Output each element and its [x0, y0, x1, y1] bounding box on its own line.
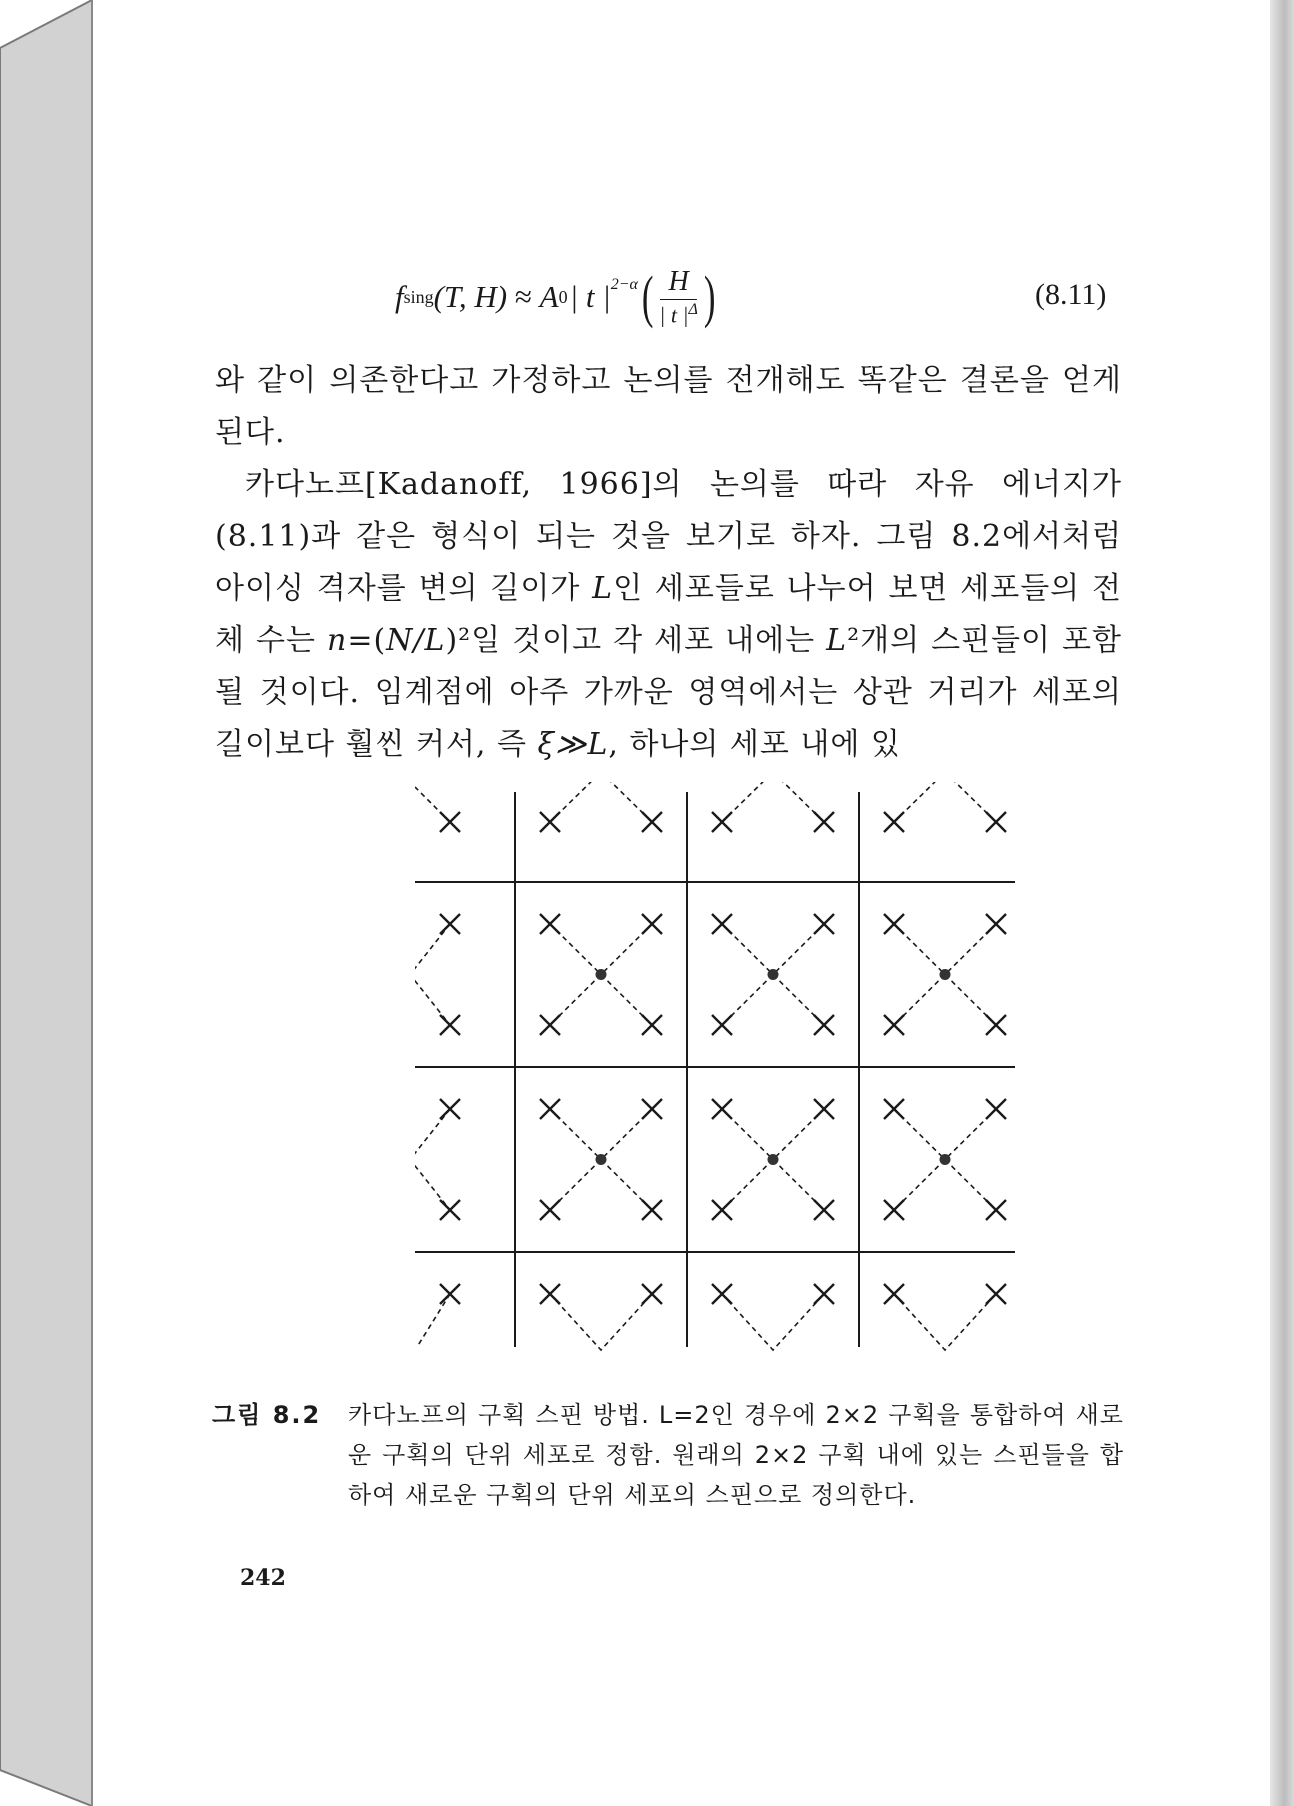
block-center-dot — [596, 1154, 607, 1165]
spin-cross — [986, 1099, 1006, 1119]
spin-cross — [814, 1099, 834, 1119]
eq-open-paren: ( — [641, 264, 654, 329]
eq-approx: ≈ — [507, 279, 540, 314]
block-center-dot — [768, 969, 779, 980]
spin-cross — [440, 1099, 460, 1119]
spin-cross — [540, 1200, 560, 1220]
spin-cross — [540, 1099, 560, 1119]
dashed-link — [417, 1294, 450, 1347]
figure-caption — [212, 1395, 1124, 1515]
eq-numerator: H — [660, 266, 696, 300]
spin-cross — [884, 1015, 904, 1035]
eq-den-t: | t | — [659, 302, 689, 328]
spin-cross — [986, 914, 1006, 934]
spin-cross — [986, 1200, 1006, 1220]
paragraph-2 — [215, 459, 1122, 771]
block-center-dot — [596, 969, 607, 980]
spin-cross — [642, 1284, 662, 1304]
spin-cross — [540, 1015, 560, 1035]
spin-cross — [814, 812, 834, 832]
spin-cross — [814, 1200, 834, 1220]
p2-part5: ²개의 스핀들이 포함될 것이다. 임계점에 아주 가까운 영역에서는 상관 거리가 세포의 길이보다 훨씬 커서, 즉 — [215, 623, 1122, 762]
block-spin-figure — [415, 782, 1015, 1352]
p2-part4: )²일 것이고 각 세포 내에는 — [445, 623, 827, 658]
dashed-link — [550, 782, 652, 822]
eq-close-paren: ) — [703, 264, 716, 329]
spin-cross — [440, 1284, 460, 1304]
eq-args: (T, H) — [433, 279, 508, 314]
p2-part1: 카다노프[Kadanoff, 1966]의 논의를 따라 자유 에너지가 (8.11)과 같은 형식이 되는 것을 보기로 하자. 그림 8.2에서처럼 아이싱 격자를 변의 길이가 — [215, 467, 1122, 606]
caption-label: 그림 8.2 — [212, 1401, 322, 1429]
block-center-dot — [940, 969, 951, 980]
spin-cross — [540, 1284, 560, 1304]
block-center-dot — [940, 1154, 951, 1165]
spin-cross — [712, 1015, 732, 1035]
dashed-link — [722, 1294, 824, 1350]
spin-cross — [440, 812, 460, 832]
eq-abs-t: | t | — [569, 279, 611, 314]
spin-cross — [712, 914, 732, 934]
p2-L2: L — [826, 623, 848, 658]
spin-cross — [884, 812, 904, 832]
spin-cross — [642, 914, 662, 934]
dashed-link — [722, 782, 824, 822]
eq-A-sub: 0 — [558, 286, 568, 307]
spin-cross — [642, 1200, 662, 1220]
eq-exponent: 2−α — [610, 276, 638, 293]
page-number: 242 — [240, 1565, 286, 1591]
p2-n: n — [327, 623, 348, 658]
dashed-link — [894, 782, 996, 822]
eq-den-exp: Δ — [688, 300, 698, 318]
spin-cross — [986, 1284, 1006, 1304]
spin-cross — [884, 1284, 904, 1304]
eq-f: f — [395, 279, 404, 314]
cell-grid-lines — [415, 792, 1015, 1347]
equation — [395, 262, 719, 332]
p2-xi: ξ≫L — [537, 727, 609, 762]
spin-cross — [712, 812, 732, 832]
spin-cross — [642, 1099, 662, 1119]
eq-sing: sing — [403, 286, 434, 307]
block-center-dot — [768, 1154, 779, 1165]
p2-N-over-L: N/L — [386, 623, 446, 658]
dashed-link — [550, 1294, 652, 1350]
spin-cross — [712, 1200, 732, 1220]
dashed-link — [415, 1109, 450, 1210]
spin-cross — [884, 1099, 904, 1119]
p2-part2: 인 세포들로 나누어 보면 세포들의 전체 수는 — [215, 571, 1122, 658]
page-edge-shadow — [1270, 0, 1294, 1806]
spin-cross — [440, 1200, 460, 1220]
eq-A: A — [539, 279, 559, 314]
spin-markers — [440, 812, 1006, 1304]
spin-cross — [884, 914, 904, 934]
spin-cross — [814, 1015, 834, 1035]
spin-cross — [540, 812, 560, 832]
dashed-link — [894, 1294, 996, 1350]
p2-L1: L — [592, 571, 614, 606]
spin-cross — [712, 1099, 732, 1119]
spin-cross — [440, 914, 460, 934]
dashed-link — [415, 924, 450, 1025]
equation-number: (8.11) — [1035, 278, 1107, 311]
spin-cross — [712, 1284, 732, 1304]
eq-denominator — [659, 300, 698, 328]
spin-cross — [540, 914, 560, 934]
p2-part3: =( — [347, 623, 387, 658]
spin-cross — [814, 914, 834, 934]
paragraph-1: 와 같이 의존한다고 가정하고 논의를 전개해도 똑같은 결론을 얻게 된다. — [215, 363, 1122, 450]
spin-cross — [642, 1015, 662, 1035]
spin-cross — [986, 812, 1006, 832]
spin-cross — [986, 1015, 1006, 1035]
spin-cross — [440, 1015, 460, 1035]
spin-cross — [814, 1284, 834, 1304]
body-text — [215, 355, 1122, 771]
caption-text: 카다노프의 구획 스핀 방법. L=2인 경우에 2×2 구획을 통합하여 새로운 구획의 단위 세포로 정함. 원래의 2×2 구획 내에 있는 스핀들을 합하여 새로운 구획의 단위 세포의 스핀으로 정의한다. — [348, 1401, 1124, 1509]
spin-cross — [884, 1200, 904, 1220]
eq-fraction — [659, 266, 698, 328]
p2-part6: , 하나의 세포 내에 있 — [608, 727, 901, 762]
spin-cross — [642, 812, 662, 832]
